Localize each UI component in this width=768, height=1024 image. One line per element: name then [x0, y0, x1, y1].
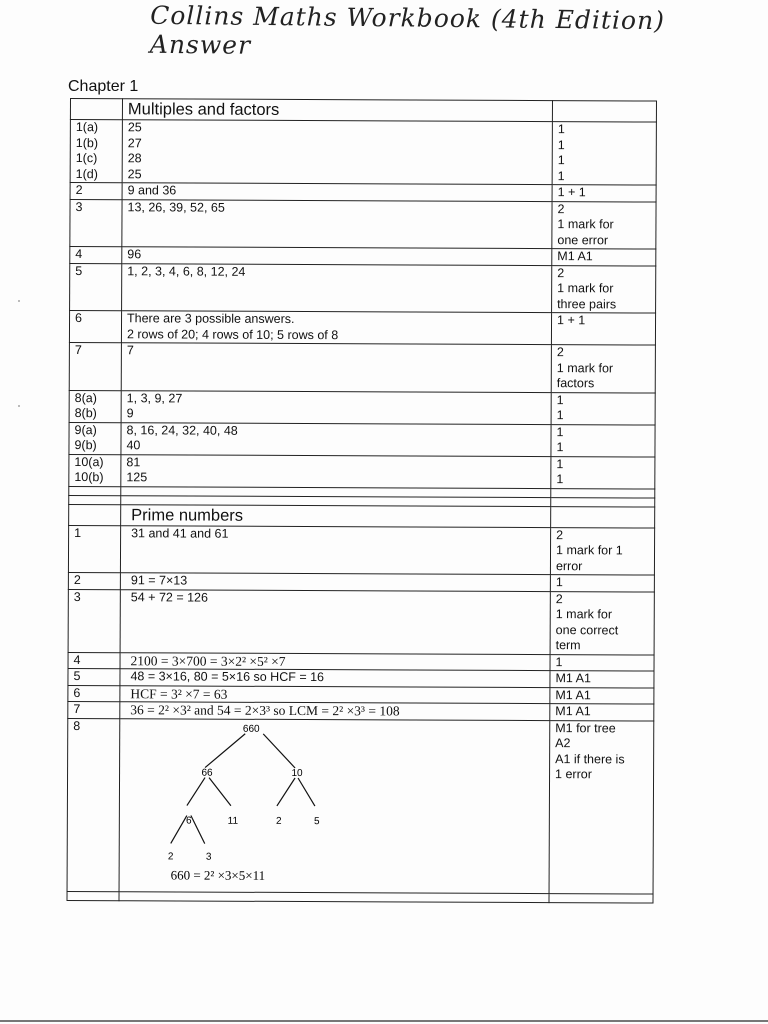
- cell-line: A2: [555, 736, 571, 751]
- factor-tree-cell: [119, 718, 550, 893]
- answer-cell: [122, 120, 552, 185]
- question-number: [68, 652, 120, 669]
- table-row: [68, 685, 654, 704]
- table-row: [68, 652, 654, 671]
- answer-cell: [120, 573, 550, 591]
- cell-line: 1 mark for: [555, 607, 613, 622]
- cell-line: factors: [556, 376, 595, 391]
- answer-cell: [121, 343, 551, 392]
- cell-line: 1: [556, 392, 564, 407]
- marks-cell: [549, 720, 654, 894]
- handwritten-title: Collins Maths Workbook (4th Edition) Answer: [149, 0, 666, 60]
- table-row: [70, 263, 656, 313]
- tree-node: 6: [186, 815, 192, 827]
- cell-line: 1: [556, 456, 564, 471]
- cell-line: 1: [74, 525, 82, 540]
- cell-line: 1: [557, 153, 565, 168]
- tree-node: 66: [201, 767, 213, 779]
- cell-line: 6: [73, 685, 81, 700]
- table-row: [69, 454, 655, 489]
- cell-line: 1: [556, 424, 564, 439]
- cell-line: 1: [556, 408, 564, 423]
- cell-line: 2: [557, 201, 565, 216]
- cell-line: 48 = 3×16, 80 = 5×16 so HCF = 16: [130, 669, 325, 685]
- cell-line: M1 for tree: [555, 720, 616, 735]
- table-row: [70, 199, 656, 249]
- cell-line: 9(a): [74, 422, 97, 437]
- answer-table-body: [67, 99, 656, 904]
- cell-line: 5: [75, 263, 83, 278]
- marks-cell: [552, 265, 656, 313]
- table-row: [70, 120, 656, 186]
- cell-line: M1 A1: [555, 671, 591, 686]
- marks-cell: [551, 456, 655, 488]
- tree-result: 660 = 2² ×3×5×11: [170, 866, 266, 883]
- marks-cell: [550, 704, 654, 721]
- cell-line: 1: [557, 122, 565, 137]
- question-number: [70, 183, 122, 200]
- cell-line: 96: [127, 247, 142, 262]
- cell-line: 1: [556, 472, 564, 487]
- answer-cell: [121, 311, 551, 345]
- question-number: [69, 342, 121, 390]
- cell-line: There are 3 possible answers.: [127, 311, 295, 326]
- marks-cell: [550, 527, 654, 575]
- tree-node: 11: [227, 815, 239, 827]
- marks-cell: [550, 575, 654, 592]
- answer-cell: [120, 589, 550, 654]
- cell-line: M1 A1: [555, 704, 591, 719]
- scan-speck: [18, 405, 20, 407]
- marks-cell: [551, 424, 655, 456]
- cell-line: M1 A1: [557, 249, 593, 264]
- cell-line: 1: [555, 575, 563, 590]
- cell-line: 3: [75, 199, 83, 214]
- cell-line: 36 = 2² ×3² and 54 = 2×3³ so LCM = 2² ×3³ = 108: [130, 702, 400, 719]
- cell-line: 25: [127, 120, 142, 135]
- marks-cell: [551, 313, 655, 345]
- table-row: [68, 589, 654, 655]
- cell-line: 1(b): [75, 135, 99, 150]
- cell-line: 1 + 1: [557, 313, 586, 328]
- question-number: [68, 701, 120, 718]
- cell-line: HCF = 3² ×7 = 63: [130, 685, 228, 702]
- cell-line: A1 if there is: [555, 751, 625, 766]
- section-title-primes: Prime numbers: [121, 504, 551, 527]
- marks-cell: [551, 392, 655, 424]
- marks-cell: [551, 345, 655, 393]
- cell-line: 4: [73, 652, 81, 667]
- cell-line: one error: [557, 232, 609, 247]
- cell-line: 8(a): [74, 390, 97, 405]
- table-row: [68, 572, 654, 591]
- cell-line: 1 + 1: [557, 185, 586, 200]
- answer-cell: [120, 685, 550, 703]
- cell-line: 13, 26, 39, 52, 65: [127, 199, 225, 215]
- cell-line: term: [555, 638, 581, 653]
- cell-line: error: [555, 558, 583, 573]
- marks-cell: [550, 671, 654, 688]
- question-number: [68, 525, 120, 573]
- table-row: [69, 342, 655, 392]
- question-number: [69, 311, 121, 343]
- cell-line: 1: [555, 654, 563, 669]
- answer-cell: [121, 390, 551, 424]
- answer-cell: [121, 422, 551, 456]
- cell-line: 1 mark for 1: [556, 543, 623, 558]
- marks-cell: [550, 591, 654, 654]
- tree-node: 10: [291, 767, 303, 779]
- cell-line: 4: [75, 247, 83, 262]
- cell-line: 9(b): [74, 438, 97, 453]
- cell-line: 1: [557, 168, 565, 183]
- cell-line: 10(b): [74, 470, 104, 485]
- cell-line: 1, 2, 3, 4, 6, 8, 12, 24: [127, 263, 246, 279]
- cell-line: 2: [556, 345, 564, 360]
- cell-line: 2: [73, 573, 81, 588]
- cell-line: 8(b): [74, 406, 97, 421]
- cell-line: 10(a): [74, 454, 104, 469]
- cell-line: 125: [126, 470, 148, 485]
- cell-line: 2100 = 3×700 = 3×2² ×5² ×7: [130, 652, 286, 669]
- question-number: [70, 247, 122, 264]
- answer-cell: [122, 247, 552, 265]
- section-header-row: [69, 504, 655, 528]
- cell-line: 1 mark for: [556, 360, 614, 375]
- cell-line: 6: [75, 311, 83, 326]
- cell-line: 7: [74, 343, 82, 358]
- chapter-heading: Chapter 1: [68, 78, 139, 95]
- cell-line: 1: [557, 137, 565, 152]
- question-number: 8: [67, 718, 120, 892]
- cell-line: 31 and 41 and 61: [131, 525, 229, 541]
- cell-line: 27: [127, 135, 142, 150]
- question-number: [69, 454, 121, 486]
- cell-line: M1 A1: [555, 687, 591, 702]
- question-number: [70, 199, 122, 247]
- factor-tree: [125, 719, 546, 889]
- scan-edge: [0, 1020, 768, 1022]
- answer-cell: [122, 183, 552, 201]
- cell-line: 2: [75, 183, 83, 198]
- answer-cell: [122, 263, 552, 312]
- cell-line: 2: [555, 591, 563, 606]
- cell-line: 1(c): [75, 151, 98, 166]
- cell-line: 40: [126, 438, 141, 453]
- marks-cell: [552, 122, 656, 185]
- cell-line: 1 error: [555, 767, 592, 782]
- table-row: [68, 668, 654, 687]
- answer-cell: [120, 669, 550, 687]
- scan-speck: [18, 300, 20, 302]
- question-number: [68, 668, 120, 685]
- cell-line: 1(a): [75, 120, 99, 135]
- cell-line: 1 mark for: [557, 217, 614, 232]
- question-number: [68, 572, 120, 589]
- table-row: [69, 311, 655, 346]
- cell-line: 1, 3, 9, 27: [126, 390, 183, 405]
- cell-line: 5: [73, 669, 81, 684]
- cell-line: 81: [126, 454, 141, 469]
- section-title-multiples: Multiples and factors: [122, 99, 552, 122]
- answer-table: [66, 98, 656, 904]
- tree-node: 2: [167, 850, 174, 862]
- answer-sheet: [66, 98, 655, 904]
- cell-line: 7: [126, 343, 134, 358]
- marks-cell: [550, 687, 654, 704]
- marks-cell: [552, 185, 656, 202]
- question-number: [69, 390, 121, 422]
- blank-row: [67, 891, 653, 903]
- marks-cell: [552, 201, 656, 249]
- cell-line: 28: [127, 151, 142, 166]
- table-row: [67, 718, 654, 894]
- answer-cell: [120, 702, 550, 720]
- question-number: [69, 422, 121, 454]
- cell-line: 1 mark for: [557, 281, 614, 296]
- tree-node: 5: [314, 815, 320, 827]
- cell-line: 2: [556, 527, 564, 542]
- question-number: [68, 685, 120, 702]
- tree-node: 660: [242, 723, 260, 735]
- cell-line: 1: [556, 440, 564, 455]
- question-number: [68, 589, 120, 652]
- table-row: [68, 525, 654, 575]
- cell-line: 8, 16, 24, 32, 40, 48: [126, 422, 238, 438]
- cell-line: 1(d): [75, 166, 98, 181]
- cell-line: 25: [127, 166, 142, 181]
- cell-line: 7: [73, 702, 81, 717]
- answer-cell: [120, 525, 550, 574]
- table-row: [69, 422, 655, 457]
- cell-line: 9 and 36: [127, 183, 177, 198]
- answer-cell: [122, 199, 552, 248]
- question-number: [70, 120, 122, 183]
- cell-line: 2: [557, 265, 565, 280]
- question-number: [70, 263, 122, 311]
- cell-line: 2 rows of 20; 4 rows of 10; 5 rows of 8: [126, 326, 339, 342]
- table-row: [70, 183, 656, 202]
- cell-line: 91 = 7×13: [130, 573, 188, 588]
- cell-line: 3: [73, 589, 81, 604]
- cell-line: one correct: [555, 622, 619, 637]
- answer-cell: [120, 652, 550, 670]
- answer-cell: [121, 454, 551, 488]
- marks-cell: [552, 249, 656, 266]
- section-header-row: [70, 99, 656, 123]
- cell-line: three pairs: [557, 296, 617, 311]
- tree-node: 3: [205, 851, 212, 863]
- tree-node: 2: [276, 815, 282, 827]
- marks-cell: [550, 654, 654, 671]
- table-row: [69, 390, 655, 425]
- cell-line: 9: [126, 406, 134, 421]
- cell-line: 54 + 72 = 126: [130, 589, 209, 605]
